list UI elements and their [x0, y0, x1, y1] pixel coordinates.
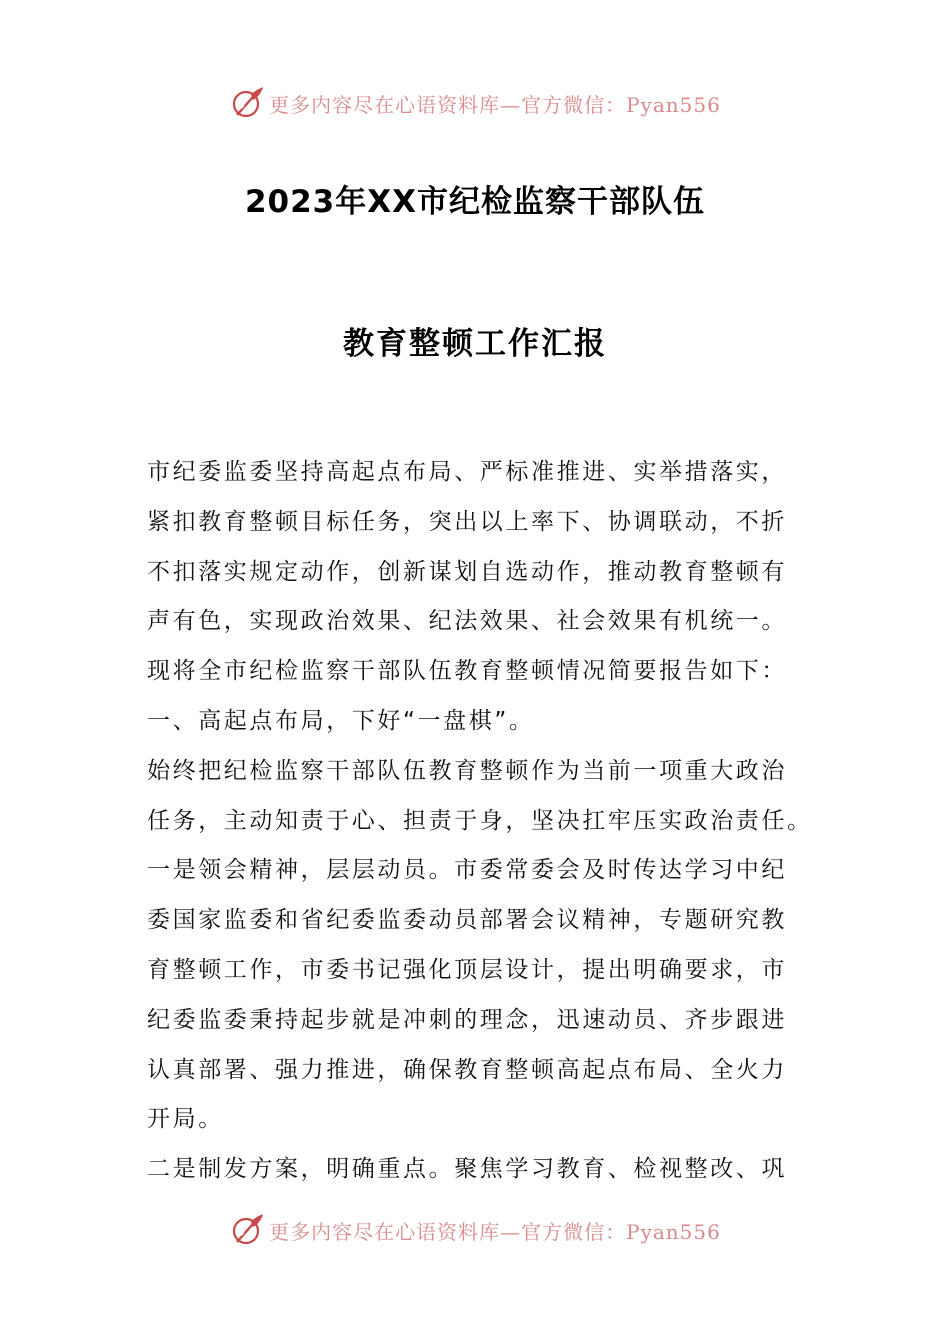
document-title-line-2: 教育整顿工作汇报: [343, 326, 607, 362]
document-title-line-1: 2023年XX市纪检监察干部队伍: [244, 184, 706, 220]
body-line: 二是制发方案，明确重点。聚焦学习教育、检视整改、巩: [147, 1156, 787, 1183]
body-line: 委国家监委和省纪委监委动员部署会议精神，专题研究教: [147, 907, 787, 934]
watermark-header: [0, 83, 950, 123]
section-heading: 一、高起点布局，下好“一盘棋”。: [147, 707, 535, 734]
watermark-text: 更多内容尽在心语资料库—官方微信：Pyan556: [269, 92, 721, 117]
body-line: 不扣落实规定动作，创新谋划自选动作，推动教育整顿有: [147, 558, 787, 585]
watermark-footer: [0, 1210, 950, 1250]
body-line: 纪委监委秉持起步就是冲刺的理念，迅速动员、齐步跟进: [147, 1006, 787, 1033]
body-line: 开局。: [147, 1106, 224, 1133]
body-line: 任务，主动知责于心、担责于身，坚决扛牢压实政治责任。: [147, 807, 813, 834]
quill-pen-logo-icon: [229, 85, 265, 121]
body-line: 认真部署、强力推进，确保教育整顿高起点布局、全火力: [147, 1056, 787, 1083]
body-line: 一是领会精神，层层动员。市委常委会及时传达学习中纪: [147, 857, 787, 884]
body-line: 声有色，实现政治效果、纪法效果、社会效果有机统一。: [147, 608, 787, 635]
document-body: [147, 448, 813, 1195]
body-line: 现将全市纪检监察干部队伍教育整顿情况简要报告如下：: [147, 658, 787, 685]
watermark-text: 更多内容尽在心语资料库—官方微信：Pyan556: [269, 1219, 721, 1244]
body-line: 市纪委监委坚持高起点布局、严标准推进、实举措落实，: [147, 459, 787, 485]
body-line: 育整顿工作，市委书记强化顶层设计，提出明确要求，市: [147, 956, 787, 983]
body-line: 始终把纪检监察干部队伍教育整顿作为当前一项重大政治: [147, 757, 787, 784]
quill-pen-logo-icon: [229, 1212, 265, 1248]
body-line: 紧扣教育整顿目标任务，突出以上率下、协调联动，不折: [147, 508, 787, 535]
